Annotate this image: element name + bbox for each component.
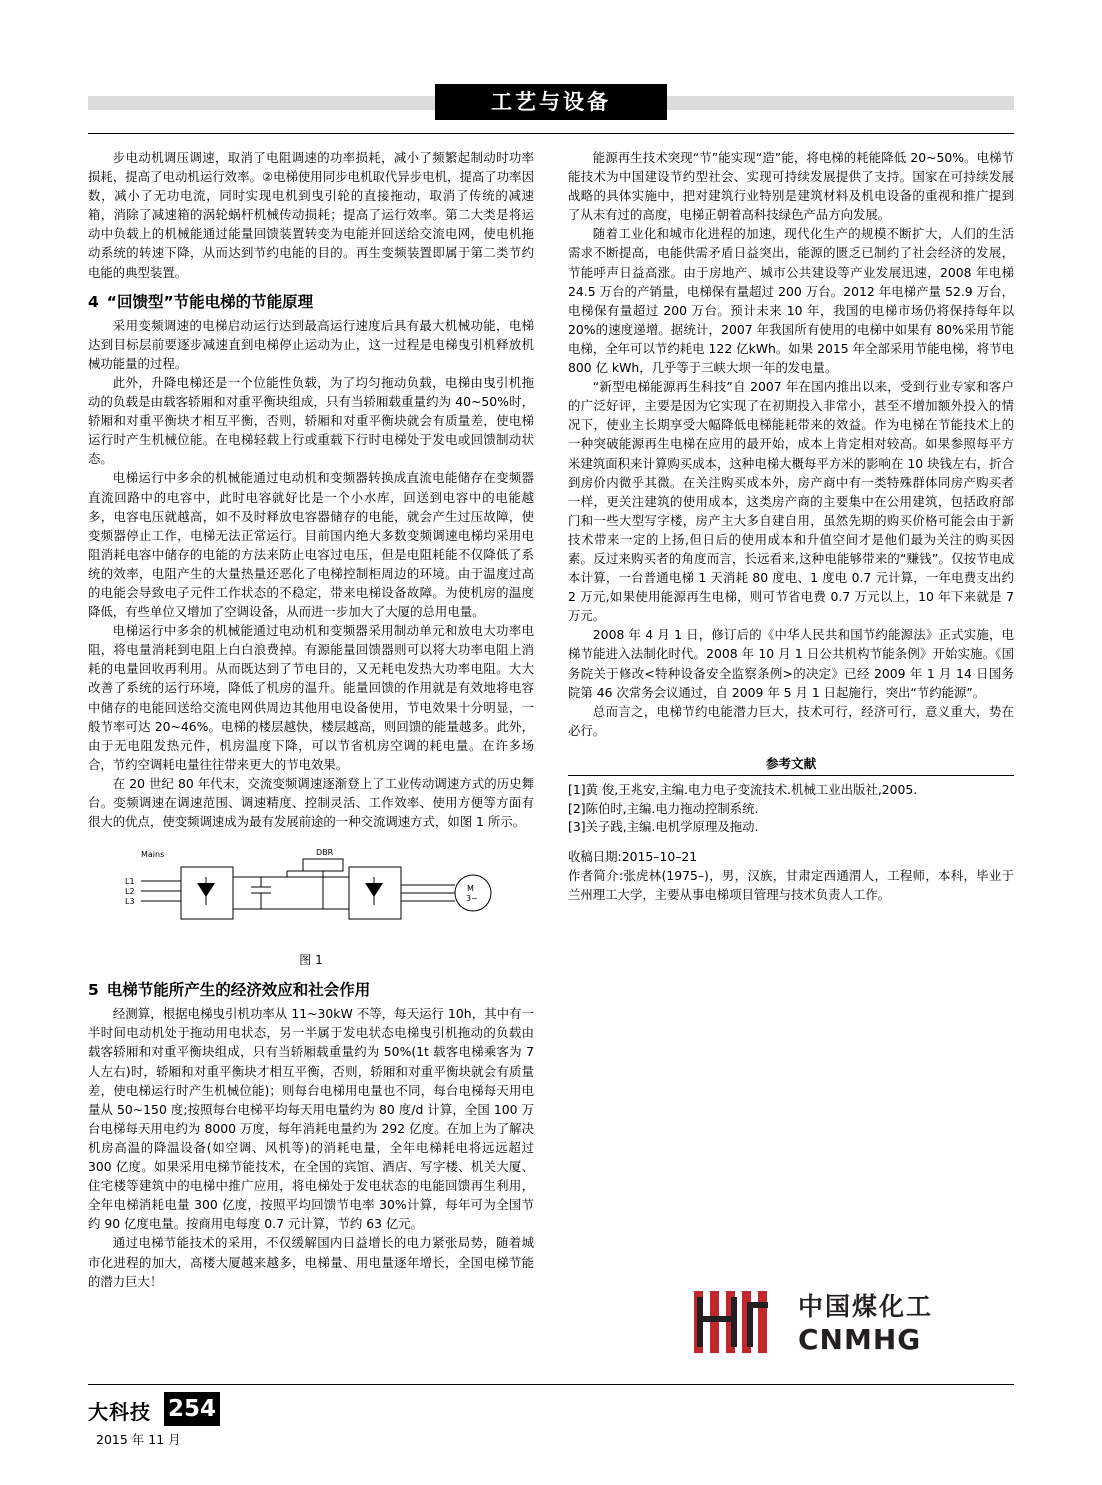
header-rule xyxy=(88,133,1014,134)
figure-caption: 图 1 xyxy=(299,953,323,968)
svg-text:L2: L2 xyxy=(125,887,135,897)
paragraph: 电梯运行中多余的机械能通过电动机和变频器转换成直流电能储存在变频器直流回路中的电容中，此时电容就好比是一个小水库，回送到电容中的电能越多，电容电压就越高，如不及时释放电容器储存的电能，就会产生过压故障，使变频器停止工作，电梯无法正常运行。目前国内绝大多数变频调速电梯均采用电阻消耗电容中储存的电能的方法来防止电容过电压，但是电阻耗能不仅降低了系统的效率，电阻产生的大量热量还恶化了电梯控制柜周边的环境。由于温度过高的电能会导致电子元件工作状态的不稳定，带来电梯设备故障。为使机房的温度降低，有些单位又增加了空调设备，从而进一步加大了大厦的总用电量。 xyxy=(88,470,534,620)
figure-1 xyxy=(88,841,534,970)
received-date: 收稿日期:2015–10–21 xyxy=(568,848,698,864)
page-footer xyxy=(88,1392,388,1462)
svg-text:L3: L3 xyxy=(125,897,135,907)
section-heading-4 xyxy=(88,291,534,313)
section-number: 4 xyxy=(88,292,99,311)
reference-item: [3]关子践,主编.电机学原理及拖动. xyxy=(568,819,759,834)
paragraph: 经测算，根据电梯曳引机功率从 11~30kW 不等，每天运行 10h，其中有一半时间电动机处于拖动用电状态，另一半属于发电状态电梯曳引机拖动的负载由载客轿厢和对重平衡块组成，只有当轿厢载重量约为 50%(1t 载客电梯乘客为 7 人左右)时，轿厢和对重平衡块才相互平衡，否则，轿厢和对重平衡块就会有质量差，使电梯运行时产生机械位能)；则每台电梯用电量也不同，每台电梯每天用电量从 50~150 度;按照每台电梯平均每天用电量约为 80 度/d 计算，全国 100 万台电梯每天用电约为 8000 万度，每年消耗电量约为 292 亿度。在加上为了解决机房高温的降温设备(如空调、风机等)的消耗电量，全年电梯耗电将远远超过 300 亿度。如果采用电梯节能技术，在全国的宾馆、酒店、写字楼、机关大厦、住宅楼等建筑中的电梯中推广应用，将电梯处于发电状态的电能回馈再生利用，全年电梯消耗电量 300 亿度，按照平均回馈节电率 30%计算，每年可为全国节约 90 亿度电量。按商用电每度 0.7 元计算，节约 63 亿元。 xyxy=(88,1006,534,1232)
section-title: 电梯节能所产生的经济效应和社会作用 xyxy=(106,981,371,1000)
section-heading-5 xyxy=(88,979,534,1001)
paragraph: “新型电梯能源再生科技”自 2007 年在国内推出以来，受到行业专家和客户的广泛好评，主要是因为它实现了在初期投入非常小，甚至不增加额外投入的情况下，使业主长期享受大幅降低电梯能耗带来的效益。作为电梯在节能技术上的一种突破能源再生电梯在应用的最开始，成本上肯定相对较高。如果参照每平方米建筑面积来计算购买成本，这种电梯大概每平方米的影响在 10 块钱左右，折合到房价内微乎其微。在关注购买成本外，房产商中有一类特殊群体同房产购买者一样，更关注建筑的使用成本，这类房产商的主要集中在公用建筑，包括政府部门和一些大型写字楼，房产主大多自建自用，虽然先期的购买价格可能会由于新技术带来一定的上扬,但日后的使用成本和升值空间才是他们最为关注的购买因素。反过来购买者的角度而言，长远看来,这种电能够带来的“赚钱”。仅按节电成本计算，一台普通电梯 1 天消耗 80 度电、1 度电 0.7 元计算，一年电费支出约 2 万元,如果使用能源再生电梯，则可节省电费 0.7 万元以上，10 年下来就是 7 万元。 xyxy=(568,379,1014,624)
section-number: 5 xyxy=(88,981,99,1000)
reference-item: [2]陈伯时,主编.电力拖动控制系统. xyxy=(568,800,759,816)
paragraph: 通过电梯节能技术的采用，不仅缓解国内日益增长的电力紧张局势，随着城市化进程的加大，高楼大厦越来越多，电梯量、用电量逐年增长，全国电梯节能的潜力巨大！ xyxy=(88,1235,534,1289)
publisher-logo xyxy=(690,1285,940,1363)
paragraph: 能源再生技术突现“节”能实现“造”能，将电梯的耗能降低 20~50%。电梯节能技术为中国建设节约型社会、实现可持续发展提供了支持。国家在可持续发展战略的具体实施中，把对建筑行业特别是建筑材料及机电设备的重视和推广提到了从未有过的高度，电梯正朝着高科技绿色产品方向发展。 xyxy=(568,150,1014,223)
svg-text:Mains: Mains xyxy=(141,850,165,860)
reference-item: [1]黄 俊,王兆安,主编.电力电子变流技术.机械工业出版社,2005. xyxy=(568,782,918,797)
author-bio: 作者简介:张虎林(1975–)，男，汉族，甘肃定西通渭人，工程师，本科，毕业于兰州理工大学，主要从事电梯项目管理与技术负责人工作。 xyxy=(568,867,1014,902)
cnmhg-mark-icon xyxy=(690,1285,790,1359)
paragraph: 在 20 世纪 80 年代末，交流变频调速逐渐登上了工业传动调速方式的历史舞台。变频调速在调速范围、调速精度、控制灵活、工作效率、使用方便等方面有很大的优点，使变频调速成为最有发展前途的一种交流调速方式，如图 1 所示。 xyxy=(88,775,534,830)
right-column xyxy=(568,148,1014,904)
spacer xyxy=(568,837,1014,847)
paragraph: 2008 年 4 月 1 日，修订后的《中华人民共和国节约能源法》正式实施，电梯节能进入法制化时代。2008 年 10 月 1 日公共机构节能条例》开始实施。《国务院关于修改<特种设备安全监察条例>的决定》已经 2009 年 1 月 14 日国务院第 46 次常务会议通过，自 2009 年 5 月 1 日起施行，突出“节约能源”。 xyxy=(568,627,1014,700)
header-title: 工艺与设备 xyxy=(435,84,667,120)
paragraph: 步电动机调压调速，取消了电阻调速的功率损耗，减小了频繁起制动时功率损耗，提高了电动机运行效率。②电梯使用同步电机取代异步电机，提高了功率因数，减小了无功电流，同时实现电机到曳引轮的直接拖动，取消了传统的减速箱，消除了减速箱的涡轮蜗杆机械传动损耗；提高了运行效率。第二大类是将运动中负载上的机械能通过能量回馈装置转变为电能并回送给交流电网，使电机拖动系统的转速下降，从而达到节约电能的目的。再生变频装置即属于第二类节约电能的典型装置。 xyxy=(88,150,534,280)
logo-chinese-text: 中国煤化工 xyxy=(798,1292,934,1321)
section-title: “回馈型”节能电梯的节能原理 xyxy=(106,292,314,311)
page-number: 254 xyxy=(164,1392,220,1426)
references-heading: 参考文献 xyxy=(765,755,817,771)
svg-text:M: M xyxy=(467,884,474,894)
paragraph: 采用变频调速的电梯启动运行达到最高运行速度后具有最大机械功能，电梯达到目标层前要逐步减速直到电梯停止运动为止，这一过程是电梯曳引机释放机械功能量的过程。 xyxy=(88,317,534,371)
svg-text:L1: L1 xyxy=(125,877,135,887)
footer-rule xyxy=(88,1384,1014,1385)
references-rule xyxy=(568,775,1014,776)
issue-date: 2015 年 11 月 xyxy=(96,1432,181,1447)
svg-text:3~: 3~ xyxy=(466,894,478,904)
page-header xyxy=(88,84,1014,120)
paragraph: 此外，升降电梯还是一个位能性负载，为了均匀拖动负载，电梯由曳引机拖动的负载是由载客轿厢和对重平衡块组成，只有当轿厢载重量约为 40~50%时，轿厢和对重平衡块才相互平衡，否则，轿厢和对重平衡块就会有质量差，使电梯运行时产生机械位能。在电梯轻载上行或重载下行时电梯处于发电或回馈制动状态。 xyxy=(88,374,534,467)
logo-english-text: CNMHG xyxy=(798,1323,922,1356)
svg-text:DBR: DBR xyxy=(316,848,334,858)
paragraph: 随着工业化和城市化进程的加速，现代化生产的规模不断扩大，人们的生活需求不断提高，电能供需矛盾日益突出，能源的匮乏已制约了社会经济的发展，节能呼声日益高涨。由于房地产、城市公共建设等产业发展迅速，2008 年电梯 24.5 万台的产销量，电梯保有量超过 200 万台。2012 年电梯产量 52.9 万台，电梯保有量超过 200 万台。预计未来 10 年，我国的电梯市场仍将保持每年以 20%的速度递增。据统计，2007 年我国所有使用的电梯中如果有 80%采用节能电梯，全年可以节约耗电 122 亿kWh。如果 2015 年全部采用节能电梯，将节电 800 亿 kWh，几乎等于三峡大坝一年的发电量。 xyxy=(568,226,1014,376)
magazine-name: 大科技 xyxy=(88,1400,151,1424)
paragraph: 电梯运行中多余的机械能通过电动机和变频器采用制动单元和放电大功率电阻，将电量消耗到电阻上白白浪费掉。有源能量回馈器则可以将大功率电阻上消耗的电量回收再利用。从而既达到了节电目的，又无耗电发热大功率电阻。大大改善了系统的运行环境，降低了机房的温升。能量回馈的作用就是有效地将电容中储存的电能回送给交流电网供周边其他用电设备使用，节电效果十分明显，一般节率可达 20~46%。电梯的楼层越快，楼层越高，则回馈的能量越多。此外，由于无电阻发热元件，机房温度下降，可以节省机房空调的耗电量。在许多场合，节约空调耗电量往往带来更大的节电效果。 xyxy=(88,623,534,772)
paragraph: 总而言之，电梯节约电能潜力巨大，技术可行，经济可行，意义重大，势在必行。 xyxy=(568,703,1014,738)
left-column xyxy=(88,148,534,1291)
circuit-diagram xyxy=(111,841,511,949)
